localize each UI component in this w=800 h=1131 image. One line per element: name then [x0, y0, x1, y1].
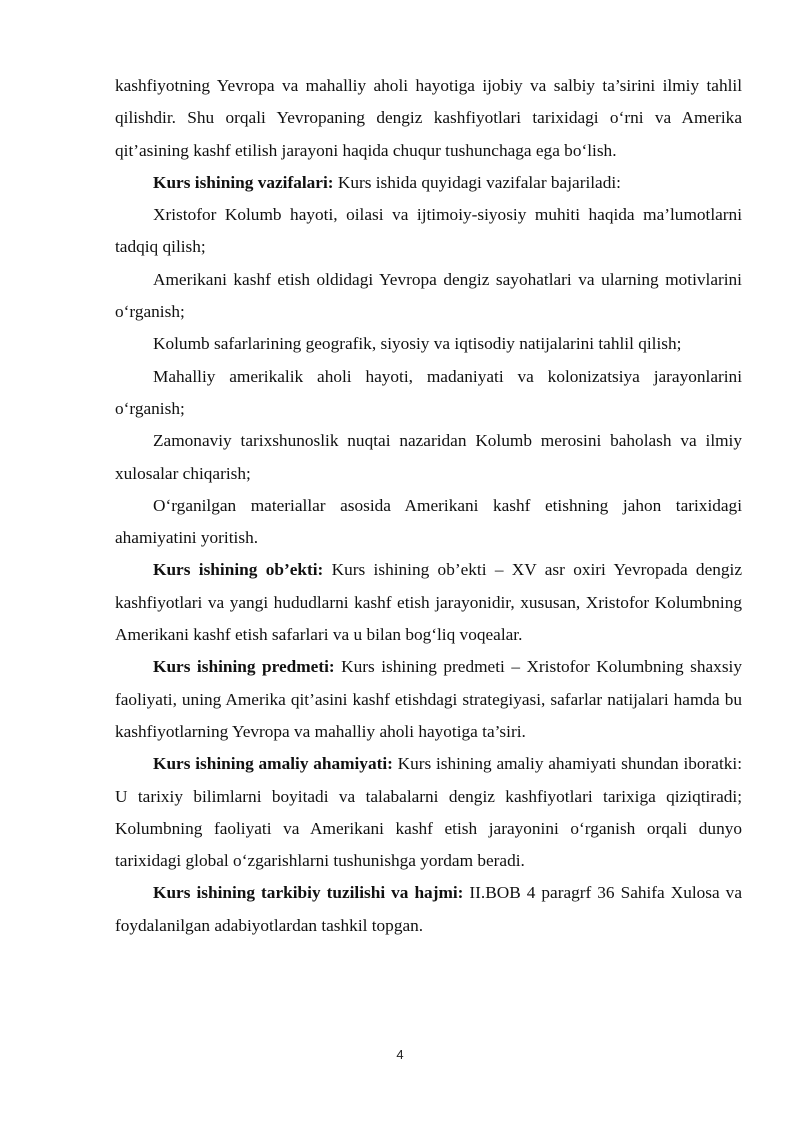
task-item: Kolumb safarlarining geografik, siyosiy va iqtisodiy natijalarini tahlil qilish;: [153, 334, 682, 354]
task-item: Xristofor Kolumb hayoti, oilasi va ijtimoiy-siyosiy muhiti haqida ma’lumotlarni tadqiq qilish;: [115, 205, 742, 257]
page-number: 4: [396, 1047, 404, 1062]
structure-heading: Kurs ishining tarkibiy tuzilishi va hajmi:: [153, 883, 464, 903]
object-text: Kurs ishining ob’ekti – XV asr oxiri Yevropada dengiz kashfiyotlari va yangi hududlarni kashf etish jarayonidir, xususan, Xristofor Kolumbning Amerikani kashf etish safarlari va u bilan bog‘liq voqealar.: [115, 560, 742, 645]
tasks-text: Kurs ishida quyidagi vazifalar bajariladi:: [333, 172, 621, 192]
structure-text: II.BOB 4 paragrf 36 Sahifa Xulosa va foydalanilgan adabiyotlardan tashkil topgan.: [115, 883, 742, 935]
document-page: [115, 70, 742, 942]
object-heading: Kurs ishining ob’ekti:: [153, 560, 324, 580]
subject-text: Kurs ishining predmeti – Xristofor Kolumbning shaxsiy faoliyati, uning Amerika qit’asini kashf etishdagi strategiyasi, safarlar natijalari hamda bu kashfiyotlarning Yevropa va mahalliy aholi hayotiga ta’siri.: [115, 657, 742, 741]
tasks-heading: Kurs ishining vazifalari:: [153, 172, 334, 192]
practical-text: Kurs ishining amaliy ahamiyati shundan iboratki: U tarixiy bilimlarni boyitadi va talabalarni dengiz kashfiyotlari tarixiga qiziqtiradi; Kolumbning faoliyati va Amerikani kashf etish jarayonini o‘rganish orqali dunyo tarixidagi global o‘zgarishlarni tushunishga yordam beradi.: [115, 754, 742, 871]
subject-paragraph: [115, 651, 742, 748]
task-item: O‘rganilgan materiallar asosida Amerikani kashf etishning jahon tarixidagi ahamiyatini yoritish.: [115, 495, 742, 548]
object-paragraph: [115, 554, 742, 651]
tasks-paragraph: [115, 167, 742, 199]
practical-heading: Kurs ishining amaliy ahamiyati:: [153, 754, 393, 774]
intro-paragraph: kashfiyotning Yevropa va mahalliy aholi hayotiga ijobiy va salbiy ta’sirini ilmiy tahlil qilishdir. Shu orqali Yevropaning dengiz kashfiyotlari tarixidagi o‘rni va Amerika qit’asining kashf etilish jarayoni haqida chuqur tushunchaga ega bo‘lish.: [115, 76, 742, 160]
subject-heading: Kurs ishining predmeti:: [153, 657, 335, 677]
structure-paragraph: [115, 877, 742, 942]
practical-paragraph: [115, 748, 742, 877]
task-item: Zamonaviy tarixshunoslik nuqtai nazaridan Kolumb merosini baholash va ilmiy xulosalar chiqarish;: [115, 431, 742, 483]
task-item: Mahalliy amerikalik aholi hayoti, madaniyati va kolonizatsiya jarayonlarini o‘rganish;: [115, 366, 742, 418]
task-item: Amerikani kashf etish oldidagi Yevropa dengiz sayohatlari va ularning motivlarini o‘rganish;: [115, 269, 742, 322]
